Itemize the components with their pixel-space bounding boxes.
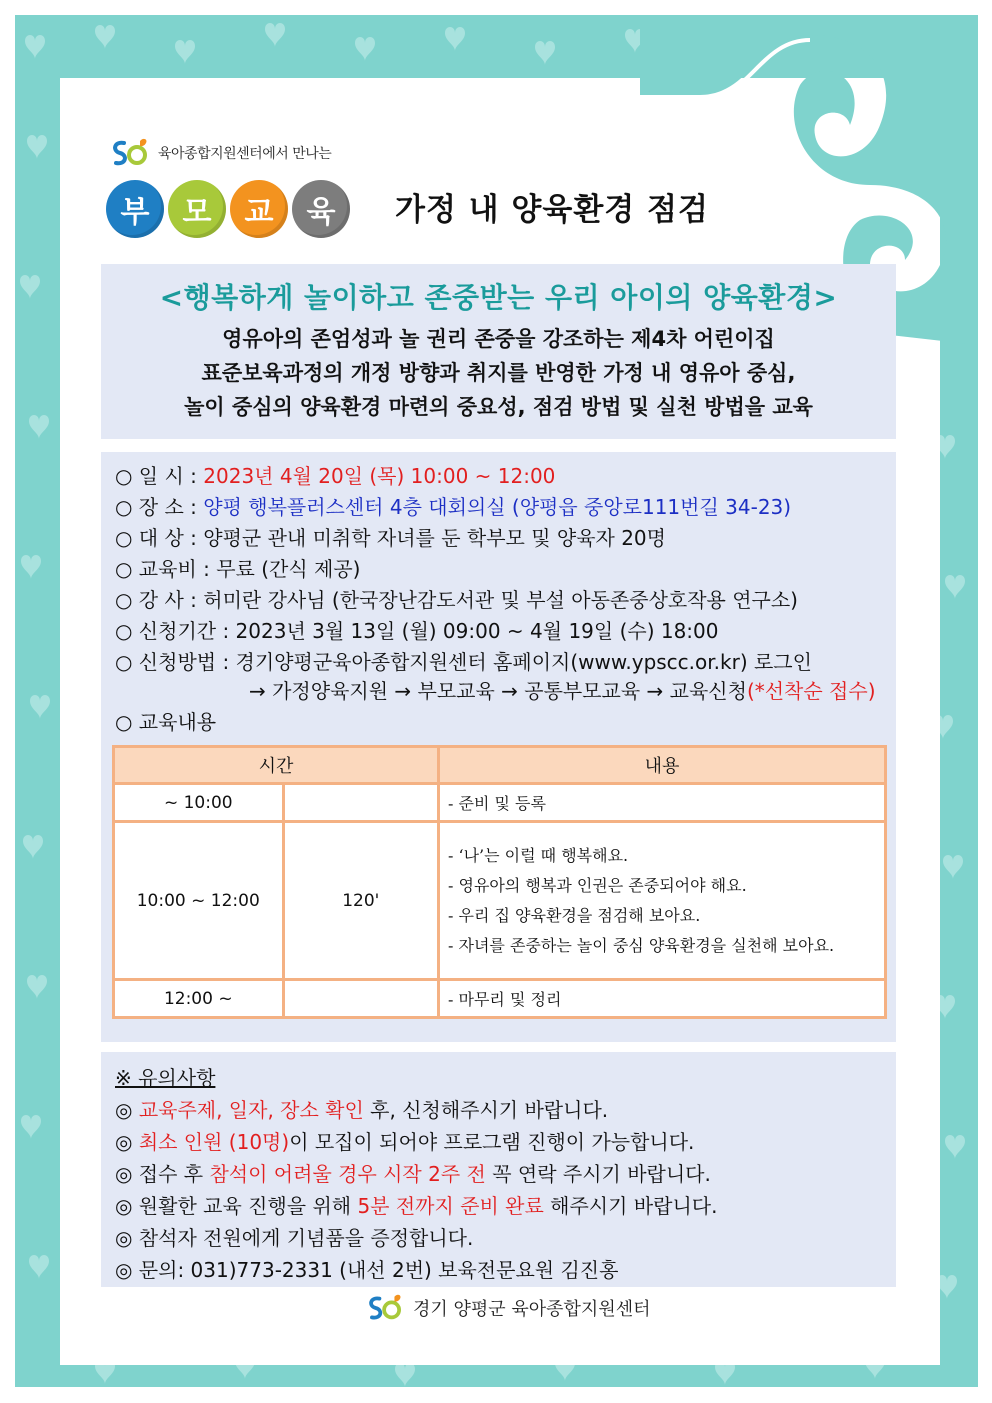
note-4 xyxy=(115,1190,717,1219)
info-place xyxy=(115,495,791,519)
row-duration xyxy=(283,980,438,1018)
circle-gyo: 교 xyxy=(230,180,288,238)
info-content-label: ○ 교육내용 xyxy=(115,710,217,734)
info-method: ○ 신청방법 : 경기양평군육아종합지원센터 홈페이지(www.ypscc.or.kr) 로그인 xyxy=(115,650,812,674)
note-3-emphasis: 참석이 어려울 경우 시작 2주 전 xyxy=(209,1162,486,1186)
note-4-pre: ◎ 원활한 교육 진행을 위해 xyxy=(115,1194,358,1218)
note-1 xyxy=(115,1094,608,1123)
info-target: ○ 대 상 : 양평군 관내 미취학 자녀를 둔 학부모 및 양육자 20명 xyxy=(115,526,666,550)
note-1-emphasis: 교육주제, 일자, 장소 확인 xyxy=(138,1098,364,1122)
method-note: (*선착순 접수) xyxy=(746,679,876,703)
info-fee: ○ 교육비 : 무료 (간식 제공) xyxy=(115,557,361,581)
row-item: - 우리 집 양육환경을 점검해 보아요. xyxy=(448,905,701,925)
note-4-text: 해주시기 바랍니다. xyxy=(543,1194,718,1218)
circle-bu: 부 xyxy=(106,180,164,238)
row-item: - ‘나’는 이럴 때 행복해요. xyxy=(448,845,629,865)
row-item: - 자녀를 존중하는 놀이 중심 양육환경을 실천해 보아요. xyxy=(448,935,835,955)
place-value: 양평 행복플러스센터 4층 대회의실 (양평읍 중앙로111번길 34-23) xyxy=(203,495,792,519)
info-lecturer: ○ 강 사 : 허미란 강사님 (한국장난감도서관 및 부설 아동존중상호작용 연구소) xyxy=(115,588,798,612)
details-box xyxy=(101,452,896,1042)
row-duration: 120' xyxy=(283,822,438,980)
row-items xyxy=(439,822,886,980)
circle-mo: 모 xyxy=(168,180,226,238)
footer-organization xyxy=(365,1293,651,1323)
header-content: 내용 xyxy=(439,747,886,784)
note-2-emphasis: 최소 인원 (10명) xyxy=(138,1130,290,1154)
circle-yuk: 육 xyxy=(292,180,350,238)
intro-line-2: 표준보육과정의 개정 방향과 취지를 반영한 가정 내 영유아 중심, xyxy=(201,361,796,385)
footer-org-name: 경기 양평군 육아종합지원센터 xyxy=(413,1299,651,1320)
table-row xyxy=(114,784,886,822)
note-2-text: 이 모집이 되어야 프로그램 진행이 가능합니다. xyxy=(289,1130,695,1154)
row-item: - 준비 및 등록 xyxy=(439,784,886,822)
note-5: ◎ 참석자 전원에게 기념품을 증정합니다. xyxy=(115,1226,474,1250)
center-tagline xyxy=(110,137,331,169)
info-method-path xyxy=(249,679,876,703)
table-row xyxy=(114,980,886,1018)
parent-education-circles xyxy=(106,180,350,238)
notes-box xyxy=(101,1052,896,1287)
program-subtitle: <행복하게 놀이하고 존중받는 우리 아이의 양육환경> xyxy=(159,281,838,314)
date-value: 2023년 4월 20일 (목) 10:00 ~ 12:00 xyxy=(203,464,556,488)
date-label: ○ 일 시 : xyxy=(115,464,204,488)
info-period: ○ 신청기간 : 2023년 3월 13일 (월) 09:00 ~ 4월 19일 (수) 18:00 xyxy=(115,619,719,643)
note-2 xyxy=(115,1126,694,1155)
intro-line-1: 영유아의 존엄성과 놀 권리 존중을 강조하는 제4차 어린이집 xyxy=(222,327,775,351)
table-row xyxy=(114,822,886,980)
row-time: 12:00 ~ xyxy=(114,980,284,1018)
center-logo-icon xyxy=(365,1293,407,1323)
intro-line-3: 놀이 중심의 양육환경 마련의 중요성, 점검 방법 및 실천 방법을 교육 xyxy=(184,395,813,419)
schedule-table xyxy=(112,745,887,1019)
row-time: ~ 10:00 xyxy=(114,784,284,822)
table-header-row xyxy=(114,747,886,784)
note-mark: ◎ xyxy=(115,1098,139,1122)
row-item: - 영유아의 행복과 인권은 존중되어야 해요. xyxy=(448,875,747,895)
method-path: → 가정양육지원 → 부모교육 → 공통부모교육 → 교육신청 xyxy=(249,679,747,703)
center-logo-icon xyxy=(110,137,152,169)
tagline-text: 육아종합지원센터에서 만나는 xyxy=(158,146,332,162)
page-title: 가정 내 양육환경 점검 xyxy=(395,192,709,228)
row-item: - 마무리 및 정리 xyxy=(439,980,886,1018)
header-time: 시간 xyxy=(114,747,439,784)
note-3-pre: ◎ 접수 후 xyxy=(115,1162,210,1186)
note-3 xyxy=(115,1158,711,1187)
place-label: ○ 장 소 : xyxy=(115,495,204,519)
note-4-emphasis: 5분 전까지 준비 완료 xyxy=(357,1194,544,1218)
intro-box xyxy=(101,264,896,439)
note-1-text: 후, 신청해주시기 바랍니다. xyxy=(363,1098,609,1122)
row-duration xyxy=(283,784,438,822)
note-3-text: 꼭 연락 주시기 바랍니다. xyxy=(485,1162,711,1186)
note-mark: ◎ xyxy=(115,1130,139,1154)
note-6-contact: ◎ 문의: 031)773-2331 (내선 2번) 보육전문요원 김진홍 xyxy=(115,1258,619,1282)
notes-heading: ※ 유의사항 xyxy=(115,1066,216,1090)
row-time: 10:00 ~ 12:00 xyxy=(114,822,284,980)
info-date xyxy=(115,464,555,488)
